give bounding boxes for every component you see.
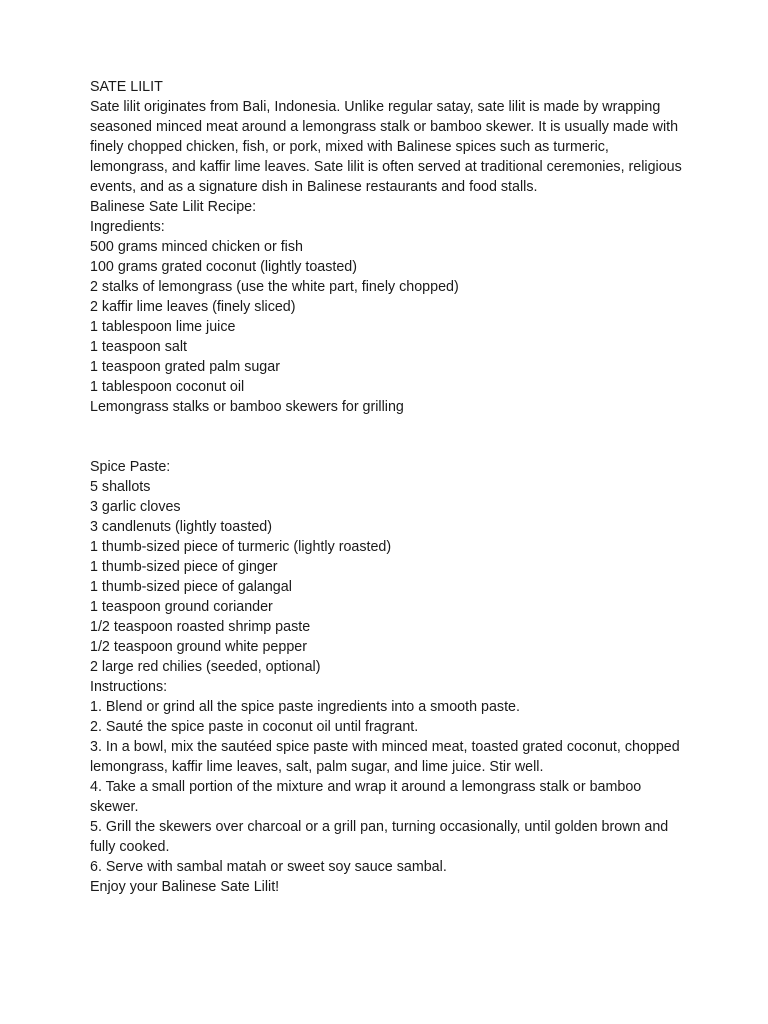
instruction-step: 5. Grill the skewers over charcoal or a grill pan, turning occasionally, until golden brown and fully cooked.	[90, 819, 669, 855]
ingredient-item: 1 teaspoon grated palm sugar	[90, 359, 280, 375]
instruction-step: 4. Take a small portion of the mixture and wrap it around a lemongrass stalk or bamboo skewer.	[90, 779, 642, 815]
ingredient-item: 1 teaspoon salt	[90, 339, 187, 355]
ingredients-heading: Ingredients:	[90, 219, 165, 235]
ingredient-item: 2 kaffir lime leaves (finely sliced)	[90, 299, 296, 315]
document-page	[90, 77, 690, 897]
spice-paste-item: 1 thumb-sized piece of turmeric (lightly roasted)	[90, 539, 392, 555]
recipe-heading: Balinese Sate Lilit Recipe:	[90, 199, 257, 215]
instruction-step: 3. In a bowl, mix the sautéed spice paste with minced meat, toasted grated coconut, chopped lemongrass, kaffir lime leaves, salt, palm sugar, and lime juice. Stir well.	[90, 739, 680, 775]
intro-paragraph: Sate lilit originates from Bali, Indonesia. Unlike regular satay, sate lilit is made by wrapping seasoned minced meat around a lemongrass stalk or bamboo skewer. It is usually made with finely chopped chicken, fish, or pork, mixed with Balinese spices such as turmeric, lemongrass, and kaffir lime leaves. Sate lilit is often served at traditional ceremonies, religious events, and as a signature dish in Balinese restaurants and food stalls.	[90, 99, 682, 195]
spice-paste-item: 3 garlic cloves	[90, 499, 181, 515]
spice-paste-item: 5 shallots	[90, 479, 151, 495]
ingredient-item: Lemongrass stalks or bamboo skewers for grilling	[90, 399, 404, 415]
spice-paste-item: 3 candlenuts (lightly toasted)	[90, 519, 272, 535]
spice-paste-item: 1 thumb-sized piece of galangal	[90, 579, 292, 595]
instruction-step: 6. Serve with sambal matah or sweet soy sauce sambal.	[90, 859, 447, 875]
spice-paste-item: 1 teaspoon ground coriander	[90, 599, 273, 615]
ingredient-item: 2 stalks of lemongrass (use the white part, finely chopped)	[90, 279, 459, 295]
closing-line: Enjoy your Balinese Sate Lilit!	[90, 879, 280, 895]
spice-paste-heading: Spice Paste:	[90, 459, 171, 475]
instruction-step: 1. Blend or grind all the spice paste ingredients into a smooth paste.	[90, 699, 520, 715]
spice-paste-section	[90, 457, 690, 677]
spice-paste-item: 1/2 teaspoon ground white pepper	[90, 639, 308, 655]
spice-paste-item: 1/2 teaspoon roasted shrimp paste	[90, 619, 311, 635]
instructions-heading: Instructions:	[90, 679, 168, 695]
ingredients-section	[90, 217, 690, 417]
ingredient-item: 500 grams minced chicken or fish	[90, 239, 303, 255]
spice-paste-item: 2 large red chilies (seeded, optional)	[90, 659, 321, 675]
instructions-section	[90, 677, 690, 877]
ingredient-item: 100 grams grated coconut (lightly toasted)	[90, 259, 358, 275]
ingredient-item: 1 tablespoon coconut oil	[90, 379, 245, 395]
spice-paste-item: 1 thumb-sized piece of ginger	[90, 559, 278, 575]
ingredient-item: 1 tablespoon lime juice	[90, 319, 236, 335]
document-title: SATE LILIT	[90, 79, 163, 95]
instruction-step: 2. Sauté the spice paste in coconut oil until fragrant.	[90, 719, 419, 735]
blank-spacer	[90, 417, 690, 457]
